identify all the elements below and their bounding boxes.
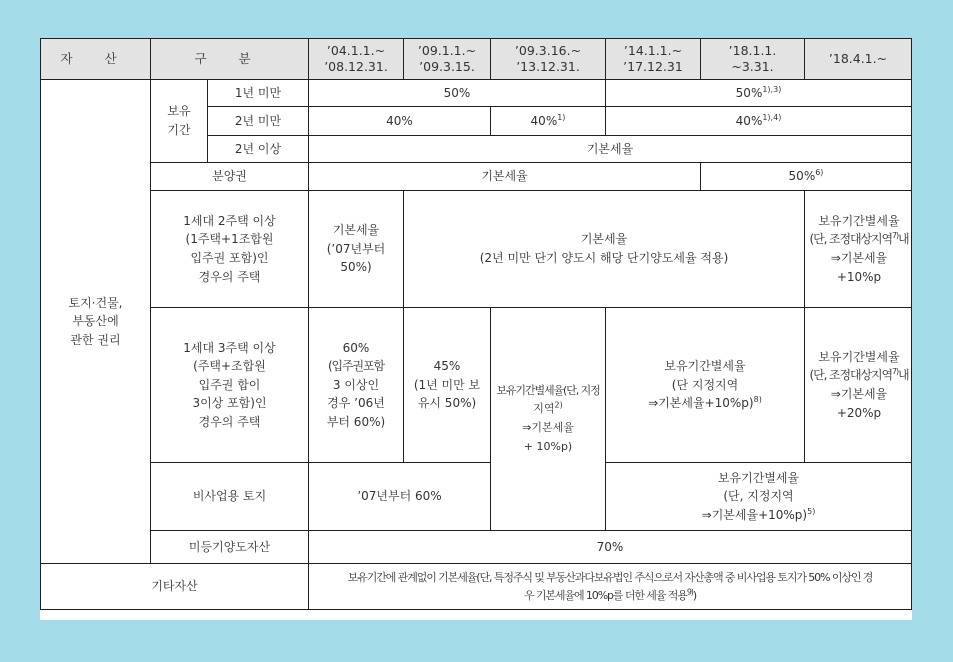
transfer-tax-rate-table (40, 38, 912, 610)
row-under-1-year (41, 80, 912, 107)
under-1-year-rate-a: 50% (309, 80, 606, 107)
tax-rate-table-sheet (40, 38, 912, 620)
under-2-years-rate-c: 40%$^{1),4)}$ (606, 107, 912, 136)
under-1-year-label: 1년 미만 (208, 80, 309, 107)
three-houses-rate-third: 보유기간별세율(단, 지정 지역$^{2)}$ ⇒기본세율 + 10%p) (491, 308, 606, 531)
header-period-2014: ’14.1.1.~ ’17.12.31 (606, 39, 701, 80)
unregistered-asset-rate: 70% (309, 531, 912, 564)
three-houses-label: 1세대 3주택 이상 (주택+조합원 입주권 합이 3이상 포함)인 경우의 주택 (151, 308, 309, 463)
unregistered-asset-label: 미등기양도자산 (151, 531, 309, 564)
non-business-land-rate-b: 보유기간별세율 (단, 지정지역 ⇒기본세율+10%p)$^{5)}$ (606, 463, 912, 531)
two-houses-rate-last: 보유기간별세율 (단, 조정대상지역$^{7)}$내 ⇒기본세율 +10%p (805, 191, 912, 308)
header-category: 구 분 (151, 39, 309, 80)
other-assets-rate: 보유기간에 관계없이 기본세율(단, 특정주식 및 부동산과다보유법인 주식으로서 자산총액 중 비사업용 토지가 50% 이상인 경 우 기본세율에 10%p를 더한 세율 적용$^{9)}$) (309, 564, 912, 610)
header-row (41, 39, 912, 80)
over-2-years-label: 2년 이상 (208, 136, 309, 163)
three-houses-rate-fourth: 보유기간별세율 (단 지정지역 ⇒기본세율+10%p)$^{8)}$ (606, 308, 805, 463)
header-period-2004: ’04.1.1.~ ’08.12.31. (309, 39, 404, 80)
row-non-business-land (41, 463, 912, 531)
presale-label: 분양권 (151, 163, 309, 191)
header-period-2018a: ’18.1.1. ~3.31. (701, 39, 805, 80)
under-2-years-rate-b: 40%$^{1)}$ (491, 107, 606, 136)
presale-rate-b: 50%$^{6)}$ (701, 163, 912, 191)
row-two-houses (41, 191, 912, 308)
two-houses-rate-first: 기본세율 (’07년부터 50%) (309, 191, 404, 308)
presale-rate-a: 기본세율 (309, 163, 701, 191)
three-houses-rate-second: 45% (1년 미만 보 유시 50%) (404, 308, 491, 463)
asset-real-estate: 토지·건물, 부동산에 관한 권리 (41, 80, 151, 564)
holding-period-label: 보유 기간 (151, 80, 208, 163)
row-unregistered-asset (41, 531, 912, 564)
two-houses-rate-middle: 기본세율 (2년 미만 단기 양도시 해당 단기양도세율 적용) (404, 191, 805, 308)
under-1-year-rate-b: 50%$^{1),3)}$ (606, 80, 912, 107)
over-2-years-rate: 기본세율 (309, 136, 912, 163)
three-houses-rate-first: 60% (입주권포함 3 이상인 경우 ’06년 부터 60%) (309, 308, 404, 463)
non-business-land-rate-a: ’07년부터 60% (309, 463, 491, 531)
row-other-assets (41, 564, 912, 610)
row-presale-right (41, 163, 912, 191)
header-period-2009a: ’09.1.1.~ ’09.3.15. (404, 39, 491, 80)
under-2-years-label: 2년 미만 (208, 107, 309, 136)
two-houses-label: 1세대 2주택 이상 (1주택+1조합원 입주권 포함)인 경우의 주택 (151, 191, 309, 308)
header-asset: 자 산 (41, 39, 151, 80)
three-houses-rate-last: 보유기간별세율 (단, 조정대상지역$^{7)}$내 ⇒기본세율 +20%p (805, 308, 912, 463)
header-period-2009b: ’09.3.16.~ ’13.12.31. (491, 39, 606, 80)
under-2-years-rate-a: 40% (309, 107, 491, 136)
row-three-houses (41, 308, 912, 463)
non-business-land-label: 비사업용 토지 (151, 463, 309, 531)
header-period-2018b: ’18.4.1.~ (805, 39, 912, 80)
other-assets-label: 기타자산 (41, 564, 309, 610)
